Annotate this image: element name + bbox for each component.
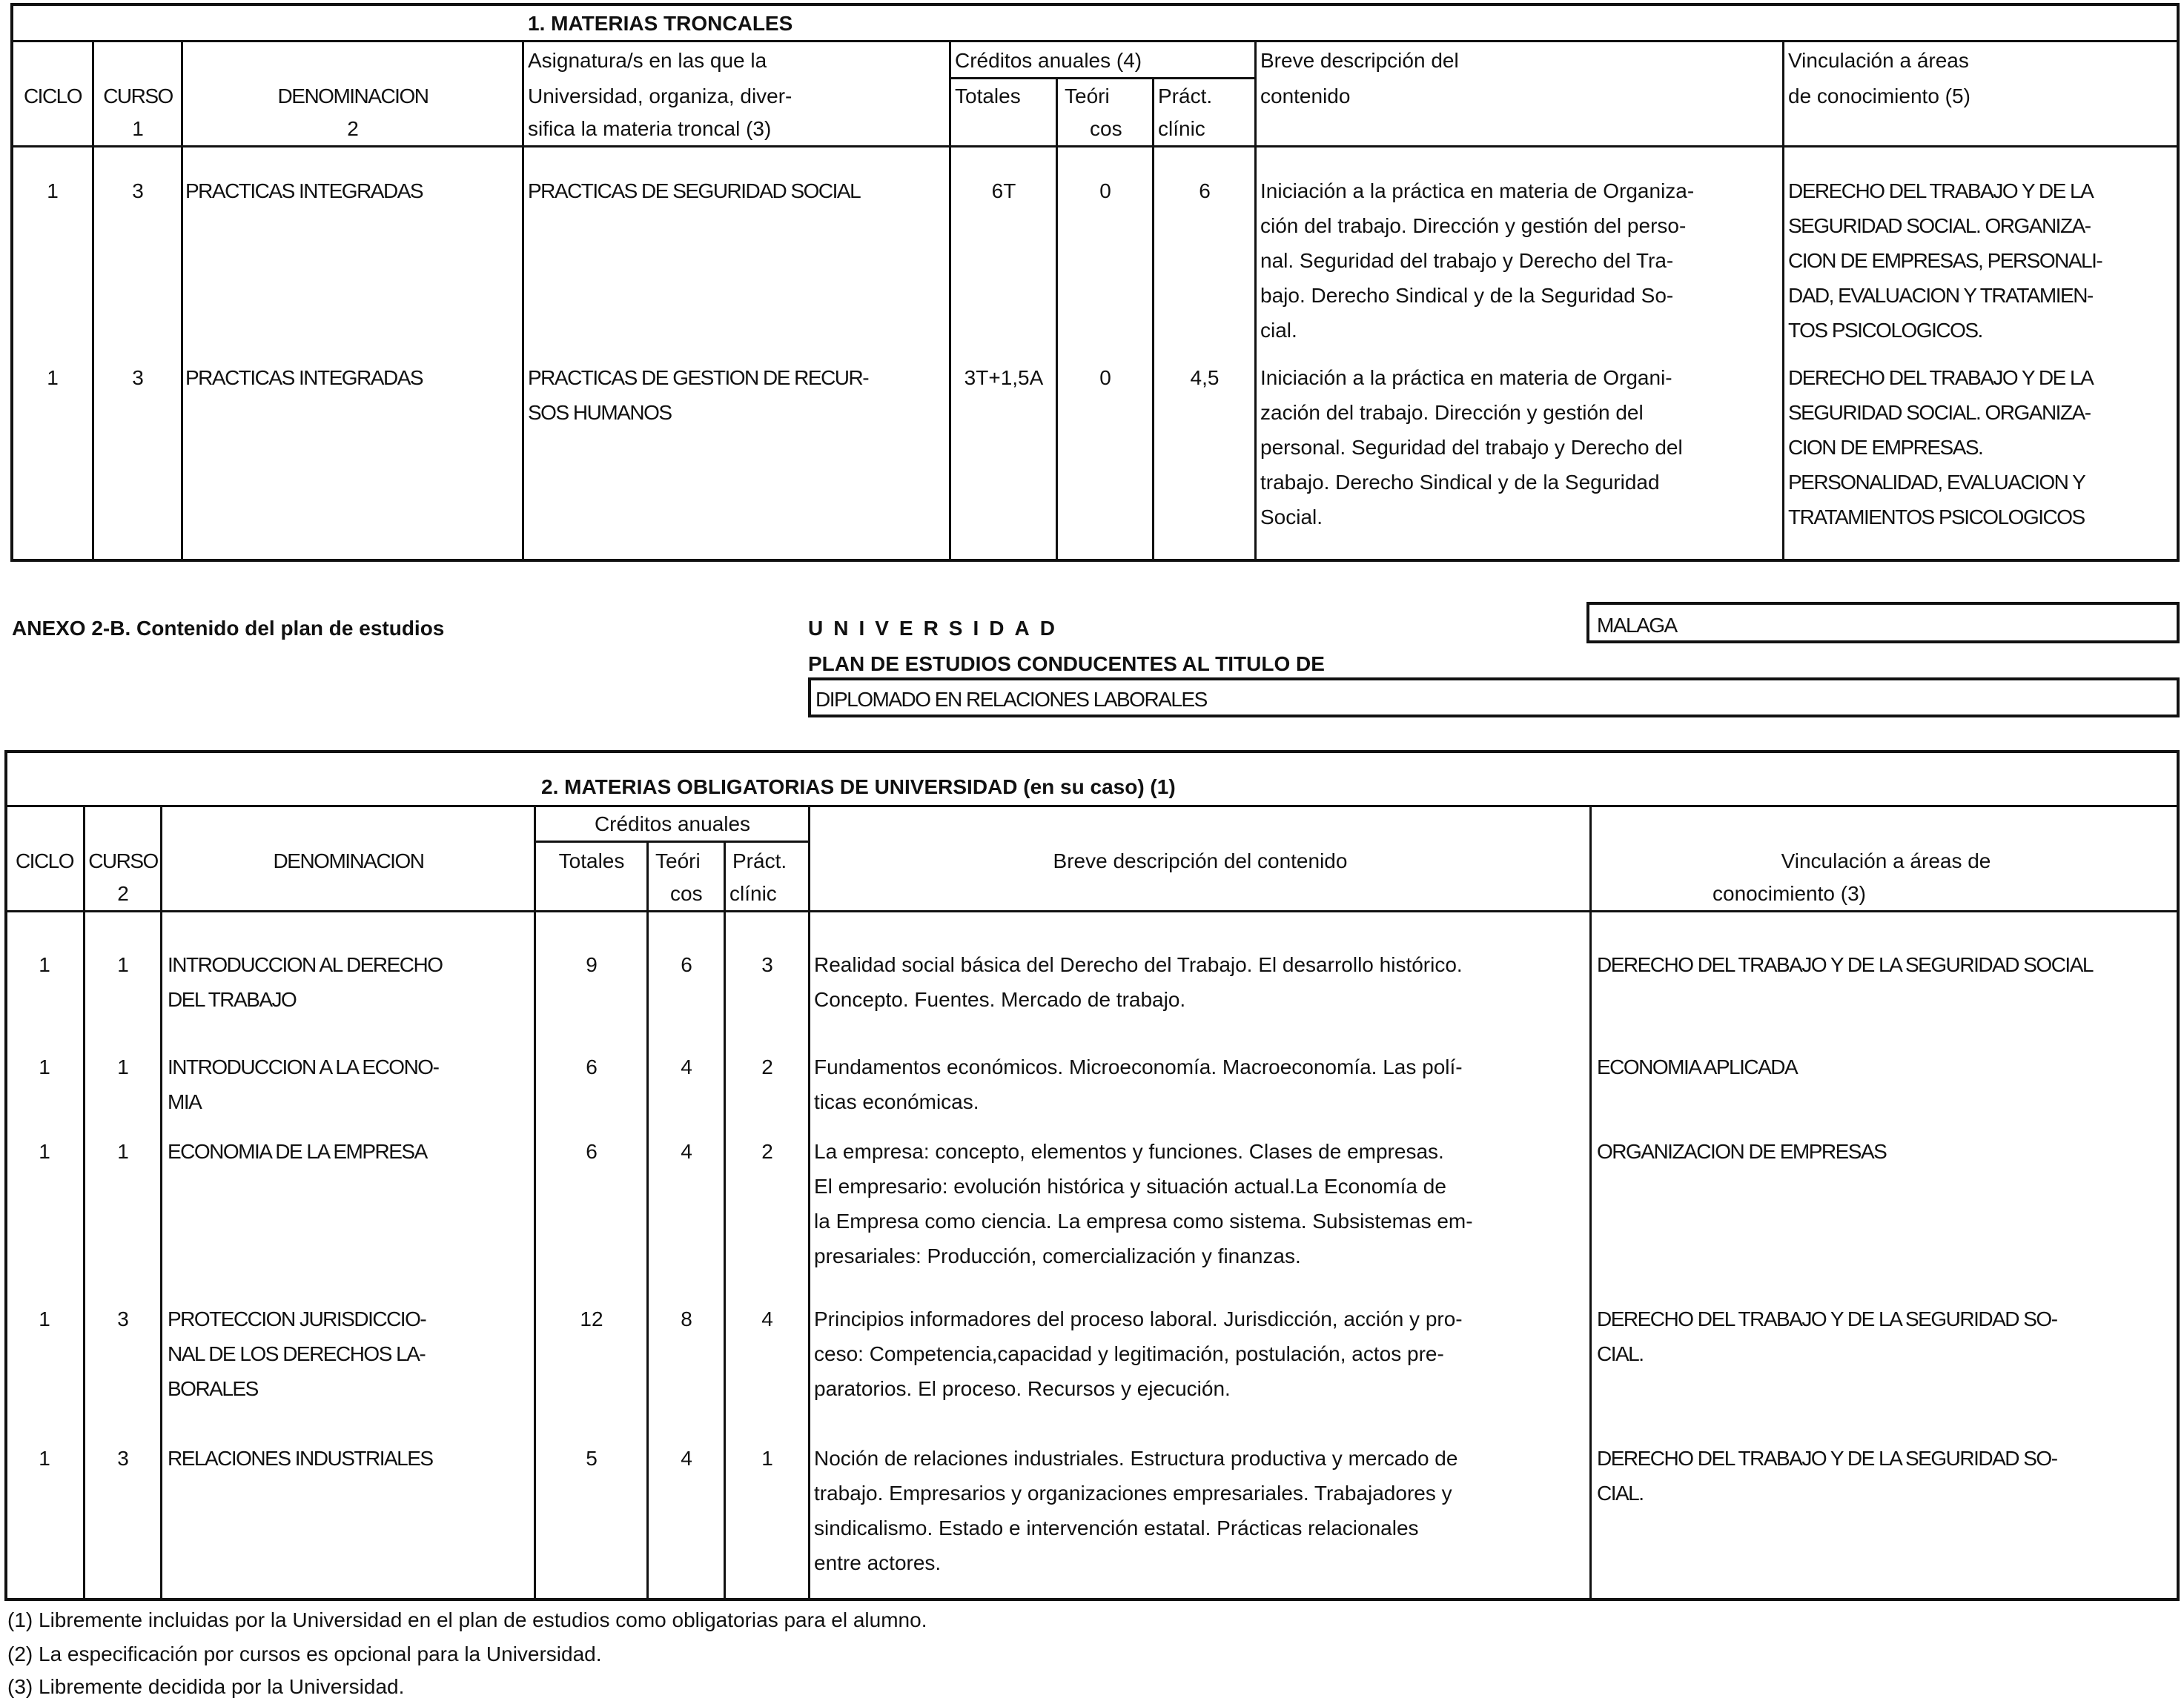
divider <box>4 805 2180 807</box>
divider <box>949 40 951 562</box>
header-denominacion-note: 2 <box>347 117 359 140</box>
cell-curso: 3 <box>117 1307 129 1330</box>
divider <box>181 40 183 562</box>
cell-practicos: 4,5 <box>1190 366 1220 389</box>
header-pract-2: clínic <box>729 882 777 905</box>
cell-denominacion: PRACTICAS INTEGRADAS <box>185 179 423 202</box>
header-totales: Totales <box>955 84 1021 107</box>
divider <box>160 805 162 1601</box>
header-asignatura-3: sifica la materia troncal (3) <box>528 117 772 140</box>
cell-totales: 5 <box>586 1447 598 1470</box>
cell-totales: 3T+1,5A <box>964 366 1044 389</box>
cell-vinculacion: DERECHO DEL TRABAJO Y DE LA SEGURIDAD SO- CIAL. <box>1597 1447 2057 1505</box>
divider <box>534 805 536 1601</box>
cell-totales: 9 <box>586 953 598 976</box>
cell-vinculacion: DERECHO DEL TRABAJO Y DE LA SEGURIDAD SO- CIAL. <box>1597 1307 2057 1365</box>
divider <box>522 40 524 562</box>
divider <box>1254 40 1257 562</box>
header-vinculacion: Vinculación a áreas <box>1788 49 1969 72</box>
cell-denominacion: INTRODUCCION A LA ECONO- MIA <box>168 1055 439 1113</box>
header-denominacion: DENOMINACION <box>277 84 428 107</box>
divider <box>83 805 85 1601</box>
footnote-2: (2) La especificación por cursos es opcional para la Universidad. <box>7 1642 602 1665</box>
header-totales: Totales <box>558 849 625 872</box>
divider <box>1152 77 1154 562</box>
cell-asignatura: PRACTICAS DE SEGURIDAD SOCIAL <box>528 179 861 202</box>
divider <box>1782 40 1784 562</box>
cell-teoricos: 4 <box>681 1447 692 1470</box>
divider <box>724 841 726 1601</box>
cell-descripcion: Iniciación a la práctica en materia de Organi- zación del trabajo. Dirección y gestión del personal. Seguridad del trabajo y Derecho del trabajo. Derecho Sindical y de la Seguridad Social. <box>1260 366 1683 528</box>
header-teori: Teóri <box>655 849 701 872</box>
cell-denominacion: PROTECCION JURISDICCIO- NAL DE LOS DERECHOS LA- BORALES <box>168 1307 426 1400</box>
header-asignatura-1: Asignatura/s en las que la <box>528 49 767 72</box>
divider <box>1589 805 1592 1601</box>
header-denominacion: DENOMINACION <box>273 849 424 872</box>
header-curso-note: 2 <box>117 882 129 905</box>
cell-practicos: 1 <box>761 1447 773 1470</box>
divider <box>92 40 94 562</box>
cell-denominacion: PRACTICAS INTEGRADAS <box>185 366 423 389</box>
cell-totales: 6 <box>586 1140 598 1163</box>
cell-ciclo: 1 <box>39 1447 50 1470</box>
cell-vinculacion: ECONOMIA APLICADA <box>1597 1055 1798 1078</box>
universidad-value: MALAGA <box>1597 614 1677 637</box>
cell-practicos: 6 <box>1199 179 1211 202</box>
cell-descripcion: Noción de relaciones industriales. Estructura productiva y mercado de trabajo. Empresarios y organizaciones empresariales. Trabajadores y sindicalismo. Estado e intervención estatal. Prácticas relacionales entre actores. <box>814 1447 1458 1574</box>
header-vinculacion-2: de conocimiento (5) <box>1788 84 1970 107</box>
cell-practicos: 3 <box>761 953 773 976</box>
divider <box>1056 77 1058 562</box>
header-creditos: Créditos anuales <box>594 812 751 835</box>
cell-vinculacion: DERECHO DEL TRABAJO Y DE LA SEGURIDAD SOCIAL. ORGANIZA- CION DE EMPRESAS, PERSONALI- DAD, EVALUACION Y TRATAMIEN- TOS PSICOLOGICOS. <box>1788 179 2102 342</box>
cell-curso: 1 <box>117 1140 129 1163</box>
footnote-3: (3) Libremente decidida por la Universidad. <box>7 1675 405 1698</box>
divider <box>646 841 649 1601</box>
cell-ciclo: 1 <box>47 366 59 389</box>
divider <box>10 40 2180 42</box>
divider <box>808 805 810 1601</box>
footnote-1: (1) Libremente incluidas por la Universidad en el plan de estudios como obligatorias para el alumno. <box>7 1608 927 1631</box>
header-pract: Práct. <box>1158 84 1213 107</box>
cell-ciclo: 1 <box>39 1307 50 1330</box>
header-curso: CURSO <box>103 84 173 107</box>
header-creditos: Créditos anuales (4) <box>955 49 1142 72</box>
cell-totales: 12 <box>580 1307 603 1330</box>
header-teori: Teóri <box>1065 84 1110 107</box>
plan-label: PLAN DE ESTUDIOS CONDUCENTES AL TITULO DE <box>808 652 1325 675</box>
cell-teoricos: 0 <box>1099 179 1111 202</box>
cell-denominacion: INTRODUCCION AL DERECHO DEL TRABAJO <box>168 953 443 1011</box>
cell-ciclo: 1 <box>47 179 59 202</box>
cell-denominacion: RELACIONES INDUSTRIALES <box>168 1447 433 1470</box>
titulo-value: DIPLOMADO EN RELACIONES LABORALES <box>815 688 1207 711</box>
cell-teoricos: 6 <box>681 953 692 976</box>
cell-asignatura: PRACTICAS DE GESTION DE RECUR- SOS HUMANOS <box>528 366 869 424</box>
cell-practicos: 4 <box>761 1307 773 1330</box>
cell-vinculacion: DERECHO DEL TRABAJO Y DE LA SEGURIDAD SOCIAL. ORGANIZA- CION DE EMPRESAS. PERSONALIDAD, EVALUACION Y TRATAMIENTOS PSICOLOGICOS <box>1788 366 2094 528</box>
cell-teoricos: 4 <box>681 1055 692 1078</box>
cell-descripcion: Realidad social básica del Derecho del Trabajo. El desarrollo histórico. Concepto. Fuentes. Mercado de trabajo. <box>814 953 1463 1011</box>
cell-descripcion: Fundamentos económicos. Microeconomía. Macroeconomía. Las polí- ticas económicas. <box>814 1055 1463 1113</box>
header-curso-note: 1 <box>132 117 144 140</box>
cell-curso: 1 <box>117 953 129 976</box>
cell-denominacion: ECONOMIA DE LA EMPRESA <box>168 1140 427 1163</box>
header-pract-2: clínic <box>1158 117 1205 140</box>
cell-curso: 3 <box>132 179 144 202</box>
cell-descripcion: Iniciación a la práctica en materia de Organiza- ción del trabajo. Dirección y gestión del perso- nal. Seguridad del trabajo y Derecho del Tra- bajo. Derecho Sindical y de la Seguridad So- cial. <box>1260 179 1695 342</box>
header-curso: CURSO <box>88 849 158 872</box>
header-teori-2: cos <box>1090 117 1122 140</box>
cell-totales: 6 <box>586 1055 598 1078</box>
cell-curso: 3 <box>117 1447 129 1470</box>
cell-teoricos: 0 <box>1099 366 1111 389</box>
header-breve: Breve descripción del contenido <box>1053 849 1348 872</box>
cell-teoricos: 4 <box>681 1140 692 1163</box>
header-ciclo: CICLO <box>23 84 82 107</box>
cell-curso: 3 <box>132 366 144 389</box>
cell-curso: 1 <box>117 1055 129 1078</box>
anexo-label: ANEXO 2-B. Contenido del plan de estudios <box>12 617 445 640</box>
obligatorias-title: 2. MATERIAS OBLIGATORIAS DE UNIVERSIDAD (en su caso) (1) <box>541 775 1176 798</box>
troncales-title: 1. MATERIAS TRONCALES <box>528 12 793 35</box>
cell-vinculacion: DERECHO DEL TRABAJO Y DE LA SEGURIDAD SOCIAL <box>1597 953 2093 976</box>
cell-ciclo: 1 <box>39 953 50 976</box>
cell-descripcion: La empresa: concepto, elementos y funciones. Clases de empresas. El empresario: evolución histórica y situación actual.La Economía de la Empresa como ciencia. La empresa como sistema. Subsistemas em- presariales: Producción, comercialización y finanzas. <box>814 1140 1473 1267</box>
header-breve: Breve descripción del <box>1260 49 1459 72</box>
header-teori-2: cos <box>670 882 703 905</box>
cell-ciclo: 1 <box>39 1140 50 1163</box>
cell-descripcion: Principios informadores del proceso laboral. Jurisdicción, acción y pro- ceso: Competencia,capacidad y legitimación, postulación, actos pre- paratorios. El proceso. Recursos y ejecución. <box>814 1307 1463 1400</box>
header-asignatura-2: Universidad, organiza, diver- <box>528 84 792 107</box>
cell-teoricos: 8 <box>681 1307 692 1330</box>
header-vinculacion-2: conocimiento (3) <box>1713 882 1866 905</box>
cell-ciclo: 1 <box>39 1055 50 1078</box>
header-ciclo: CICLO <box>15 849 74 872</box>
cell-totales: 6T <box>991 179 1016 202</box>
universidad-label: UNIVERSIDAD <box>808 617 1065 640</box>
header-breve-2: contenido <box>1260 84 1351 107</box>
header-vinculacion: Vinculación a áreas de <box>1781 849 1991 872</box>
cell-practicos: 2 <box>761 1055 773 1078</box>
cell-practicos: 2 <box>761 1140 773 1163</box>
cell-vinculacion: ORGANIZACION DE EMPRESAS <box>1597 1140 1887 1163</box>
header-pract: Práct. <box>732 849 787 872</box>
